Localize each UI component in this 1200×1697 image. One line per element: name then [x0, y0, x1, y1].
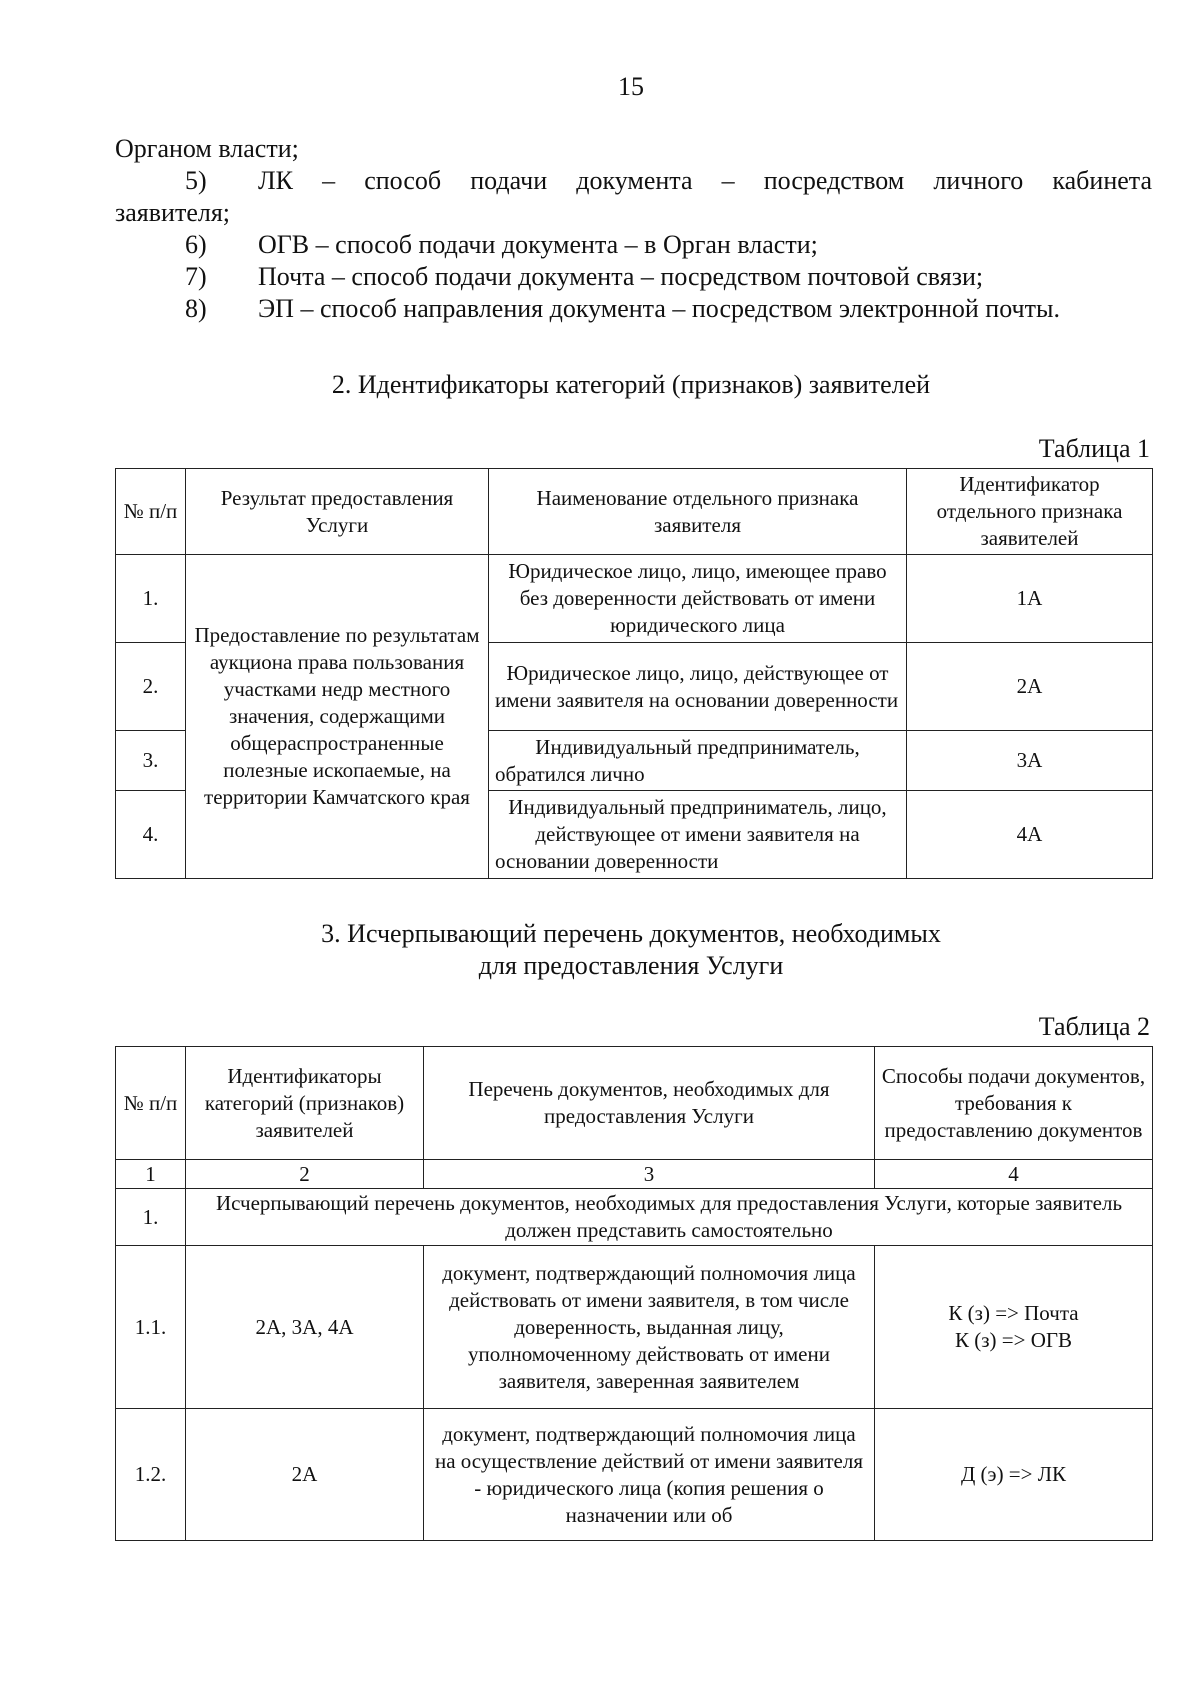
- submission-method: К (з) => Почта: [948, 1301, 1079, 1325]
- table-2: [115, 1046, 1153, 1541]
- submission-methods: [875, 1409, 1153, 1541]
- row-number: 1.: [116, 555, 186, 643]
- header-cell: Идентификатор отдельного признака заявителей: [907, 469, 1153, 555]
- list-item-text: Почта – способ подачи документа – посредством почтовой связи;: [258, 262, 984, 291]
- row-number: 1.: [116, 1189, 186, 1246]
- row-number: 2.: [116, 643, 186, 731]
- header-cell: Наименование отдельного признака заявителя: [489, 469, 907, 555]
- row-number: 3.: [116, 731, 186, 791]
- list-number: 7): [185, 262, 207, 291]
- header-cell: Идентификаторы категорий (признаков) заявителей: [186, 1047, 424, 1160]
- section-3-heading-line2: для предоставления Услуги: [478, 951, 784, 980]
- list-item-text: ЭП – способ направления документа – посредством электронной почты.: [258, 294, 1060, 323]
- list-number: 6): [185, 230, 207, 259]
- header-cell: № п/п: [116, 469, 186, 555]
- intro-line: Органом власти;: [115, 134, 299, 163]
- document-description: документ, подтверждающий полномочия лица на осуществление действий от имени заявителя - юридического лица (копия решения о назначении или об: [424, 1409, 875, 1541]
- result-cell: Предоставление по результатам аукциона права пользования участками недр местного значения, содержащими общераспространенные полезные ископаемые, на территории Камчатского края: [186, 555, 489, 879]
- list-number: 8): [185, 294, 207, 323]
- attribute-id: 1А: [907, 555, 1153, 643]
- table-row: [116, 1409, 1153, 1541]
- document-description: документ, подтверждающий полномочия лица действовать от имени заявителя, в том числе доверенность, выданная лицу, уполномоченному действовать от имени заявителя, заверенная заявителем: [424, 1246, 875, 1409]
- table-1-caption: Таблица 1: [1038, 434, 1150, 463]
- column-number: 1: [116, 1160, 186, 1189]
- column-number: 2: [186, 1160, 424, 1189]
- section-2-heading: 2. Идентификаторы категорий (признаков) заявителей: [331, 370, 931, 399]
- group-title: Исчерпывающий перечень документов, необходимых для предоставления Услуги, которые заявитель должен представить самостоятельно: [186, 1189, 1153, 1246]
- header-cell: Перечень документов, необходимых для предоставления Услуги: [424, 1047, 875, 1160]
- table-header-row: [116, 1047, 1153, 1160]
- row-number: 1.1.: [116, 1246, 186, 1409]
- header-cell: Результат предоставления Услуги: [186, 469, 489, 555]
- attribute-name: Индивидуальный предприниматель, обратился лично: [489, 731, 907, 791]
- attribute-name: Юридическое лицо, лицо, действующее от имени заявителя на основании доверенности: [489, 643, 907, 731]
- section-3-heading-line1: 3. Исчерпывающий перечень документов, необходимых: [321, 919, 941, 948]
- attribute-id: 3А: [907, 731, 1153, 791]
- column-number-row: [116, 1160, 1153, 1189]
- attribute-id: 2А: [907, 643, 1153, 731]
- row-number: 4.: [116, 791, 186, 879]
- group-row: [116, 1189, 1153, 1246]
- list-item-continuation: заявителя;: [115, 198, 231, 227]
- column-number: 4: [875, 1160, 1153, 1189]
- attribute-name: Индивидуальный предприниматель, лицо, действующее от имени заявителя на основании доверенности: [489, 791, 907, 879]
- table-row: [116, 1246, 1153, 1409]
- table-1: [115, 468, 1153, 879]
- submission-method: К (з) => ОГВ: [954, 1328, 1073, 1352]
- list-number: 5): [185, 166, 207, 195]
- header-cell: Способы подачи документов, требования к предоставлению документов: [875, 1047, 1153, 1160]
- table-2-caption: Таблица 2: [1038, 1012, 1150, 1041]
- header-cell: № п/п: [116, 1047, 186, 1160]
- submission-methods: [875, 1246, 1153, 1409]
- page-number: 15: [618, 72, 644, 101]
- applicant-ids: 2А: [186, 1409, 424, 1541]
- row-number: 1.2.: [116, 1409, 186, 1541]
- table-row: [116, 555, 1153, 643]
- attribute-id: 4А: [907, 791, 1153, 879]
- list-item-text: ОГВ – способ подачи документа – в Орган власти;: [258, 230, 818, 259]
- attribute-name: Юридическое лицо, лицо, имеющее право без доверенности действовать от имени юридического лица: [489, 555, 907, 643]
- list-item-text: ЛК – способ подачи документа – посредством личного кабинета: [258, 166, 1152, 195]
- applicant-ids: 2А, 3А, 4А: [186, 1246, 424, 1409]
- submission-method: Д (э) => ЛК: [960, 1462, 1066, 1486]
- table-header-row: [116, 469, 1153, 555]
- column-number: 3: [424, 1160, 875, 1189]
